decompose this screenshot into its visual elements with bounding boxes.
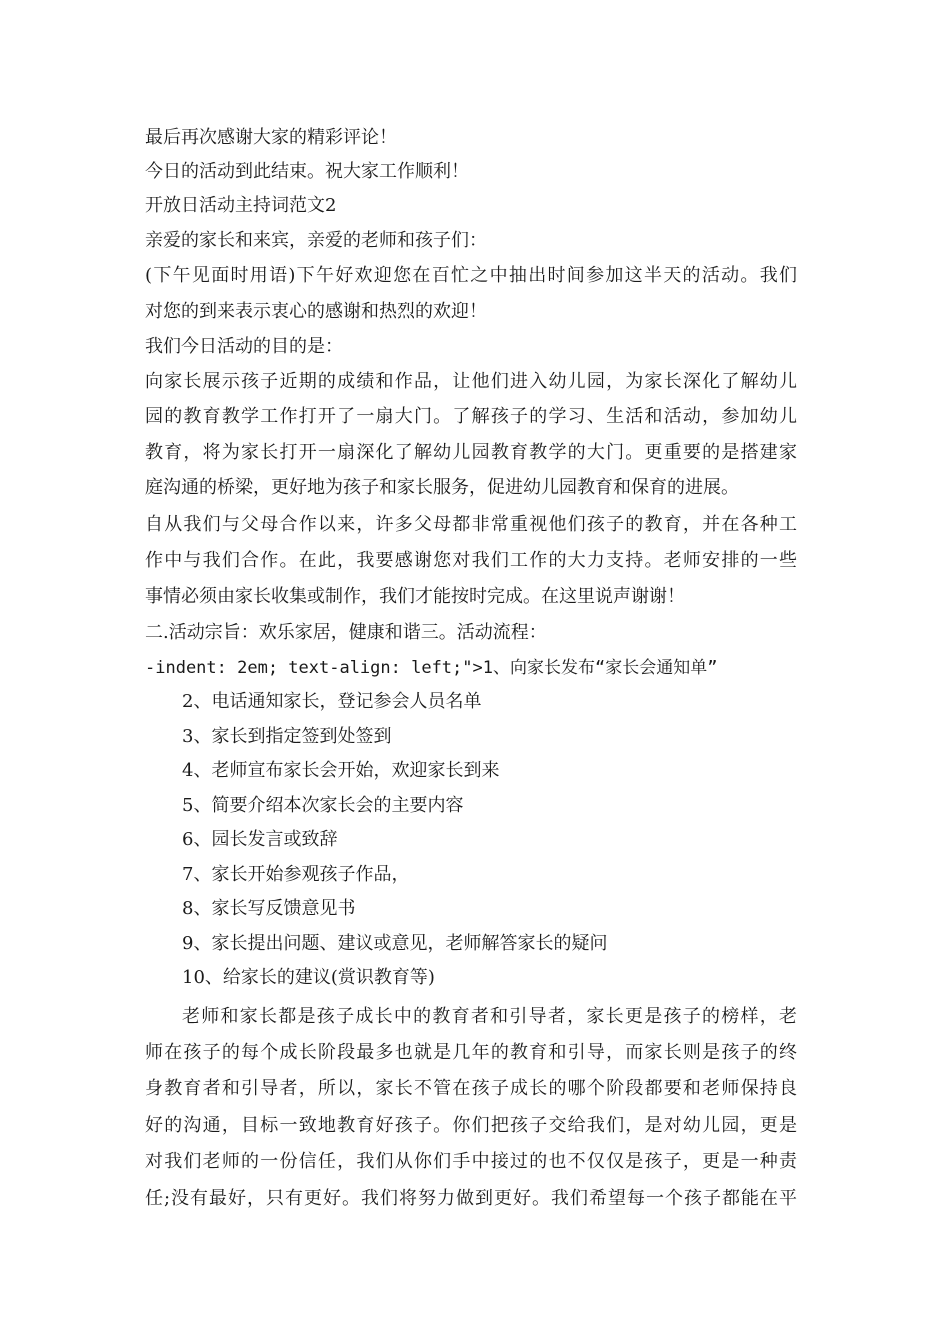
list-item: 5、简要介绍本次家长会的主要内容 xyxy=(182,795,464,816)
list-item: 8、家长写反馈意见书 xyxy=(182,898,356,919)
text-line: 对您的到来表示衷心的感谢和热烈的欢迎！ xyxy=(145,301,487,322)
text-line: 好的沟通，目标一致地教育好孩子。你们把孩子交给我们，是对幼儿园，更是 xyxy=(145,1115,797,1136)
text-line: 向家长展示孩子近期的成绩和作品，让他们进入幼儿园，为家长深化了解幼儿 xyxy=(145,371,797,392)
text-line: 教育，将为家长打开一扇深化了解幼儿园教育教学的大门。更重要的是搭建家 xyxy=(145,442,797,463)
list-item: 6、园长发言或致辞 xyxy=(182,829,338,850)
text-line: -indent: 2em; text-align: left;">1、向家长发布“家长会通知单” xyxy=(145,658,718,678)
text-line: 我们今日活动的目的是： xyxy=(145,336,343,357)
text-line: 庭沟通的桥梁，更好地为孩子和家长服务，促进幼儿园教育和保育的进展。 xyxy=(145,477,739,498)
text-line: 今日的活动到此结束。祝大家工作顺利！ xyxy=(145,161,469,182)
text-line: 园的教育教学工作打开了一扇大门。了解孩子的学习、生活和活动，参加幼儿 xyxy=(145,406,797,427)
list-item: 2、电话通知家长，登记参会人员名单 xyxy=(182,691,482,712)
text-line: 最后再次感谢大家的精彩评论！ xyxy=(145,127,397,148)
text-line: (下午见面时用语)下午好欢迎您在百忙之中抽出时间参加这半天的活动。我们 xyxy=(145,265,797,286)
text-line: 老师和家长都是孩子成长中的教育者和引导者，家长更是孩子的榜样，老 xyxy=(182,1006,797,1027)
list-item: 7、家长开始参观孩子作品， xyxy=(182,864,410,885)
text-line: 作中与我们合作。在此，我要感谢您对我们工作的大力支持。老师安排的一些 xyxy=(145,550,797,571)
text-line: 事情必须由家长收集或制作，我们才能按时完成。在这里说声谢谢！ xyxy=(145,586,685,607)
text-line: 二.活动宗旨：欢乐家居，健康和谐三。活动流程： xyxy=(145,622,547,643)
text-line: 亲爱的家长和来宾，亲爱的老师和孩子们： xyxy=(145,230,487,251)
list-item: 9、家长提出问题、建议或意见，老师解答家长的疑问 xyxy=(182,933,608,954)
list-item: 3、家长到指定签到处签到 xyxy=(182,726,392,747)
list-item: 4、老师宣布家长会开始，欢迎家长到来 xyxy=(182,760,500,781)
list-item: 10、给家长的建议(赏识教育等) xyxy=(182,967,435,988)
text-line: 师在孩子的每个成长阶段最多也就是几年的教育和引导，而家长则是孩子的终 xyxy=(145,1042,797,1063)
text-line: 对我们老师的一份信任，我们从你们手中接过的也不仅仅是孩子，更是一种责 xyxy=(145,1151,797,1172)
text-line: 身教育者和引导者，所以，家长不管在孩子成长的哪个阶段都要和老师保持良 xyxy=(145,1078,797,1099)
text-line: 任;没有最好，只有更好。我们将努力做到更好。我们希望每一个孩子都能在平 xyxy=(145,1188,797,1209)
text-line: 自从我们与父母合作以来，许多父母都非常重视他们孩子的教育，并在各种工 xyxy=(145,514,797,535)
section-heading: 开放日活动主持词范文2 xyxy=(145,195,337,216)
